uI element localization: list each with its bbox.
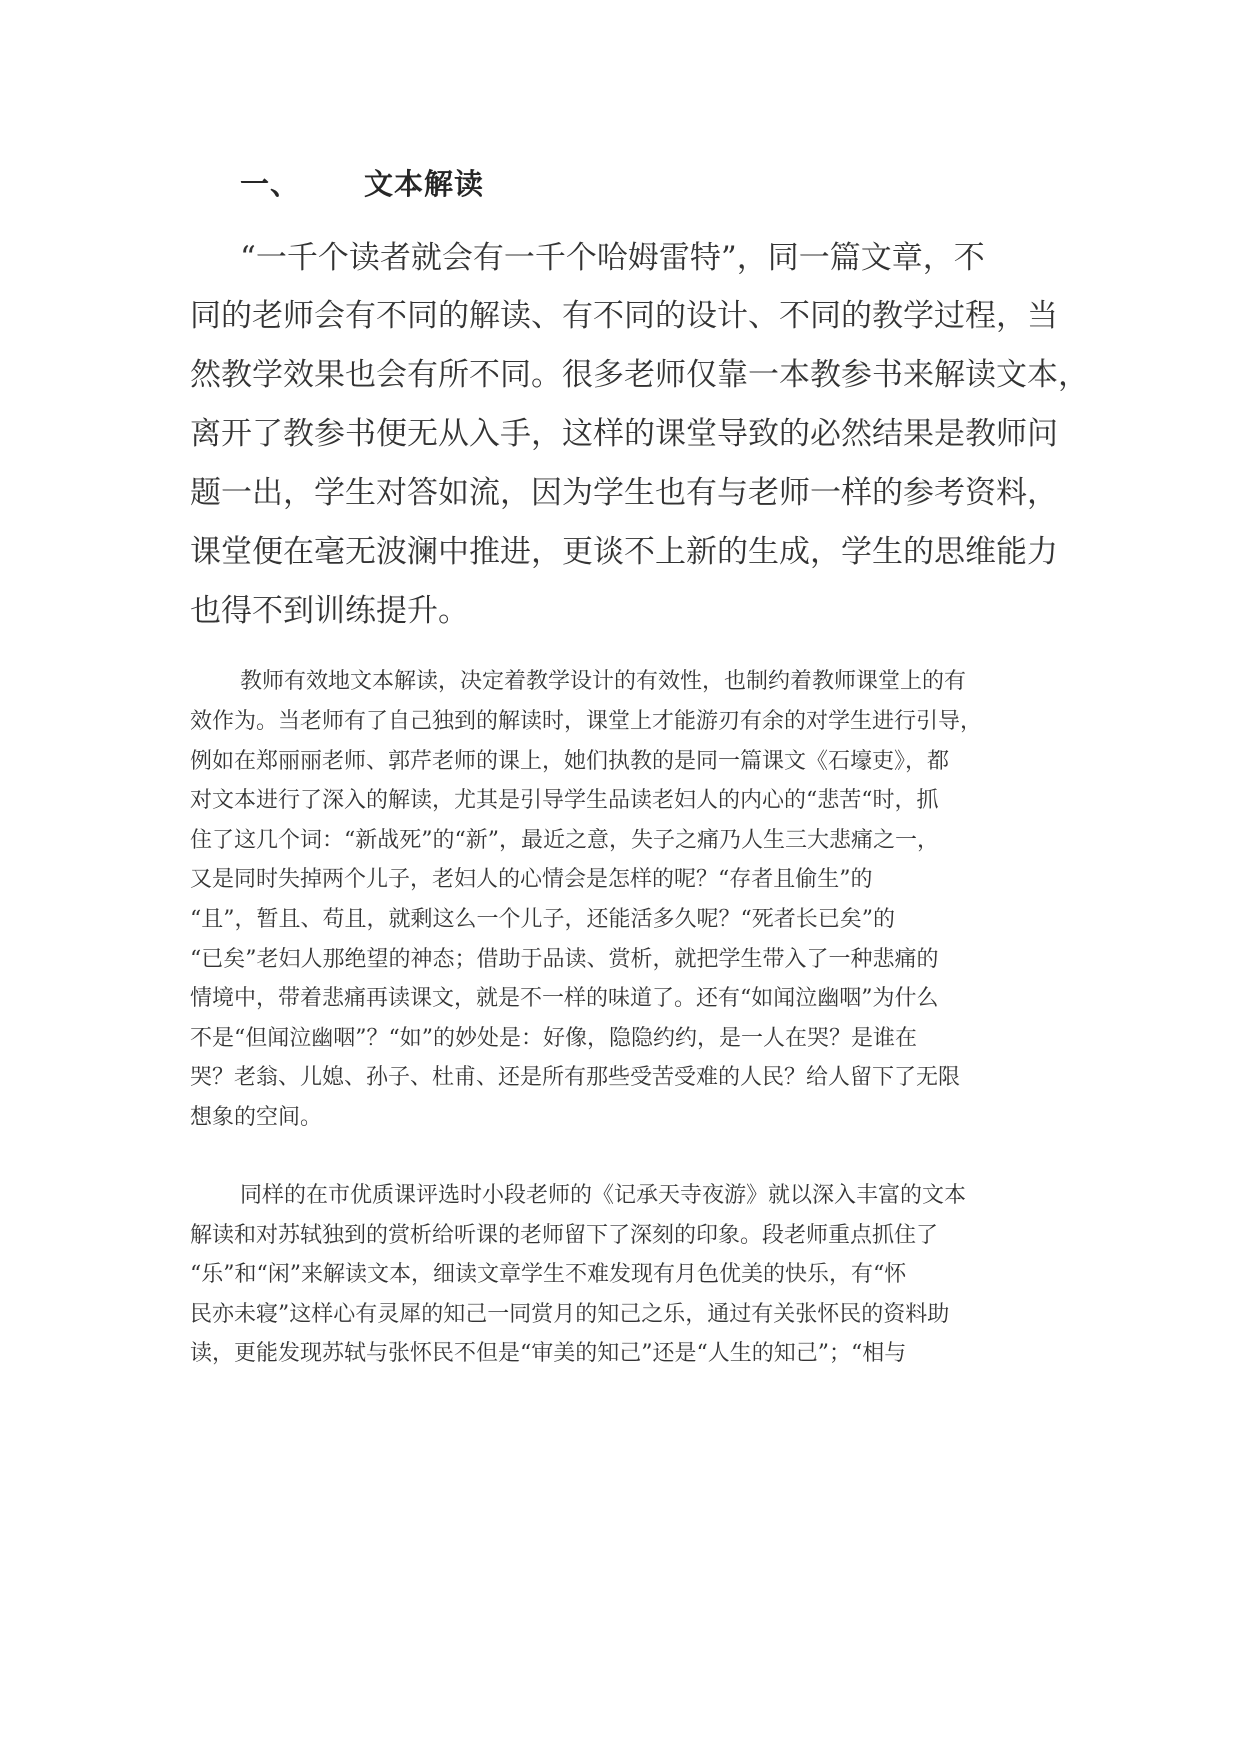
paragraph-line: 住了这几个词：“新战死”的“新”，最近之意，失子之痛乃人生三大悲痛之一， — [190, 828, 939, 853]
paragraph-line: 哭？老翁、儿媳、孙子、杜甫、还是所有那些受苦受难的人民？给人留下了无限 — [190, 1065, 961, 1090]
paragraph-line: “已矣”老妇人那绝望的神态；借助于品读、赏析，就把学生带入了一种悲痛的 — [190, 947, 939, 972]
paragraph-line: 同样的在市优质课评选时小段老师的《记承天寺夜游》就以深入丰富的文本 — [240, 1183, 967, 1208]
paragraph-line: 想象的空间。 — [190, 1105, 323, 1130]
paragraph-line: 民亦未寝”这样心有灵犀的知己一同赏月的知己之乐，通过有关张怀民的资料助 — [190, 1302, 950, 1327]
paragraph-line: “乐”和“闲”来解读文本，细读文章学生不难发现有月色优美的快乐，有“怀 — [190, 1262, 907, 1287]
paragraph-line: 题一出，学生对答如流，因为学生也有与老师一样的参考资料， — [190, 475, 1058, 511]
paragraph-line: 例如在郑丽丽老师、郭芹老师的课上，她们执教的是同一篇课文《石壕吏》，都 — [190, 749, 950, 774]
paragraph-line: 效作为。当老师有了自己独到的解读时，课堂上才能游刃有余的对学生进行引导， — [190, 709, 983, 734]
paragraph-line: 又是同时失掉两个儿子，老妇人的心情会是怎样的呢？“存者且偷生”的 — [190, 867, 873, 892]
heading-title: 文本解读 — [364, 167, 485, 201]
paragraph-line: 教师有效地文本解读，决定着教学设计的有效性，也制约着教师课堂上的有 — [240, 669, 967, 694]
paragraph-line: 读，更能发现苏轼与张怀民不但是“审美的知己”还是“人生的知己”；“相与 — [190, 1341, 907, 1366]
paragraph-line: 情境中，带着悲痛再读课文，就是不一样的味道了。还有“如闻泣幽咽”为什么 — [190, 986, 939, 1011]
heading-number: 一、 — [240, 167, 301, 201]
paragraph-line: 然教学效果也会有所不同。很多老师仅靠一本教参书来解读文本， — [190, 357, 1089, 393]
paragraph-line: 离开了教参书便无从入手，这样的课堂导致的必然结果是教师问 — [190, 416, 1058, 452]
paragraph-line: “一千个读者就会有一千个哈姆雷特”，同一篇文章，不 — [240, 240, 985, 276]
section-heading — [240, 162, 484, 203]
paragraph-line: 解读和对苏轼独到的赏析给听课的老师留下了深刻的印象。段老师重点抓住了 — [190, 1223, 939, 1248]
paragraph-line: 课堂便在毫无波澜中推进，更谈不上新的生成，学生的思维能力 — [190, 534, 1058, 570]
paragraph-line: 不是“但闻泣幽咽”？“如”的妙处是：好像，隐隐约约，是一人在哭？是谁在 — [190, 1026, 917, 1051]
paragraph-line: 也得不到训练提升。 — [190, 593, 469, 629]
paragraph-line: 同的老师会有不同的解读、有不同的设计、不同的教学过程，当 — [190, 298, 1058, 334]
paragraph-line: 对文本进行了深入的解读，尤其是引导学生品读老妇人的内心的“悲苦“时，抓 — [190, 788, 939, 813]
paragraph-line: “且”，暂且、苟且，就剩这么一个儿子，还能活多久呢？“死者长已矣”的 — [190, 907, 895, 932]
